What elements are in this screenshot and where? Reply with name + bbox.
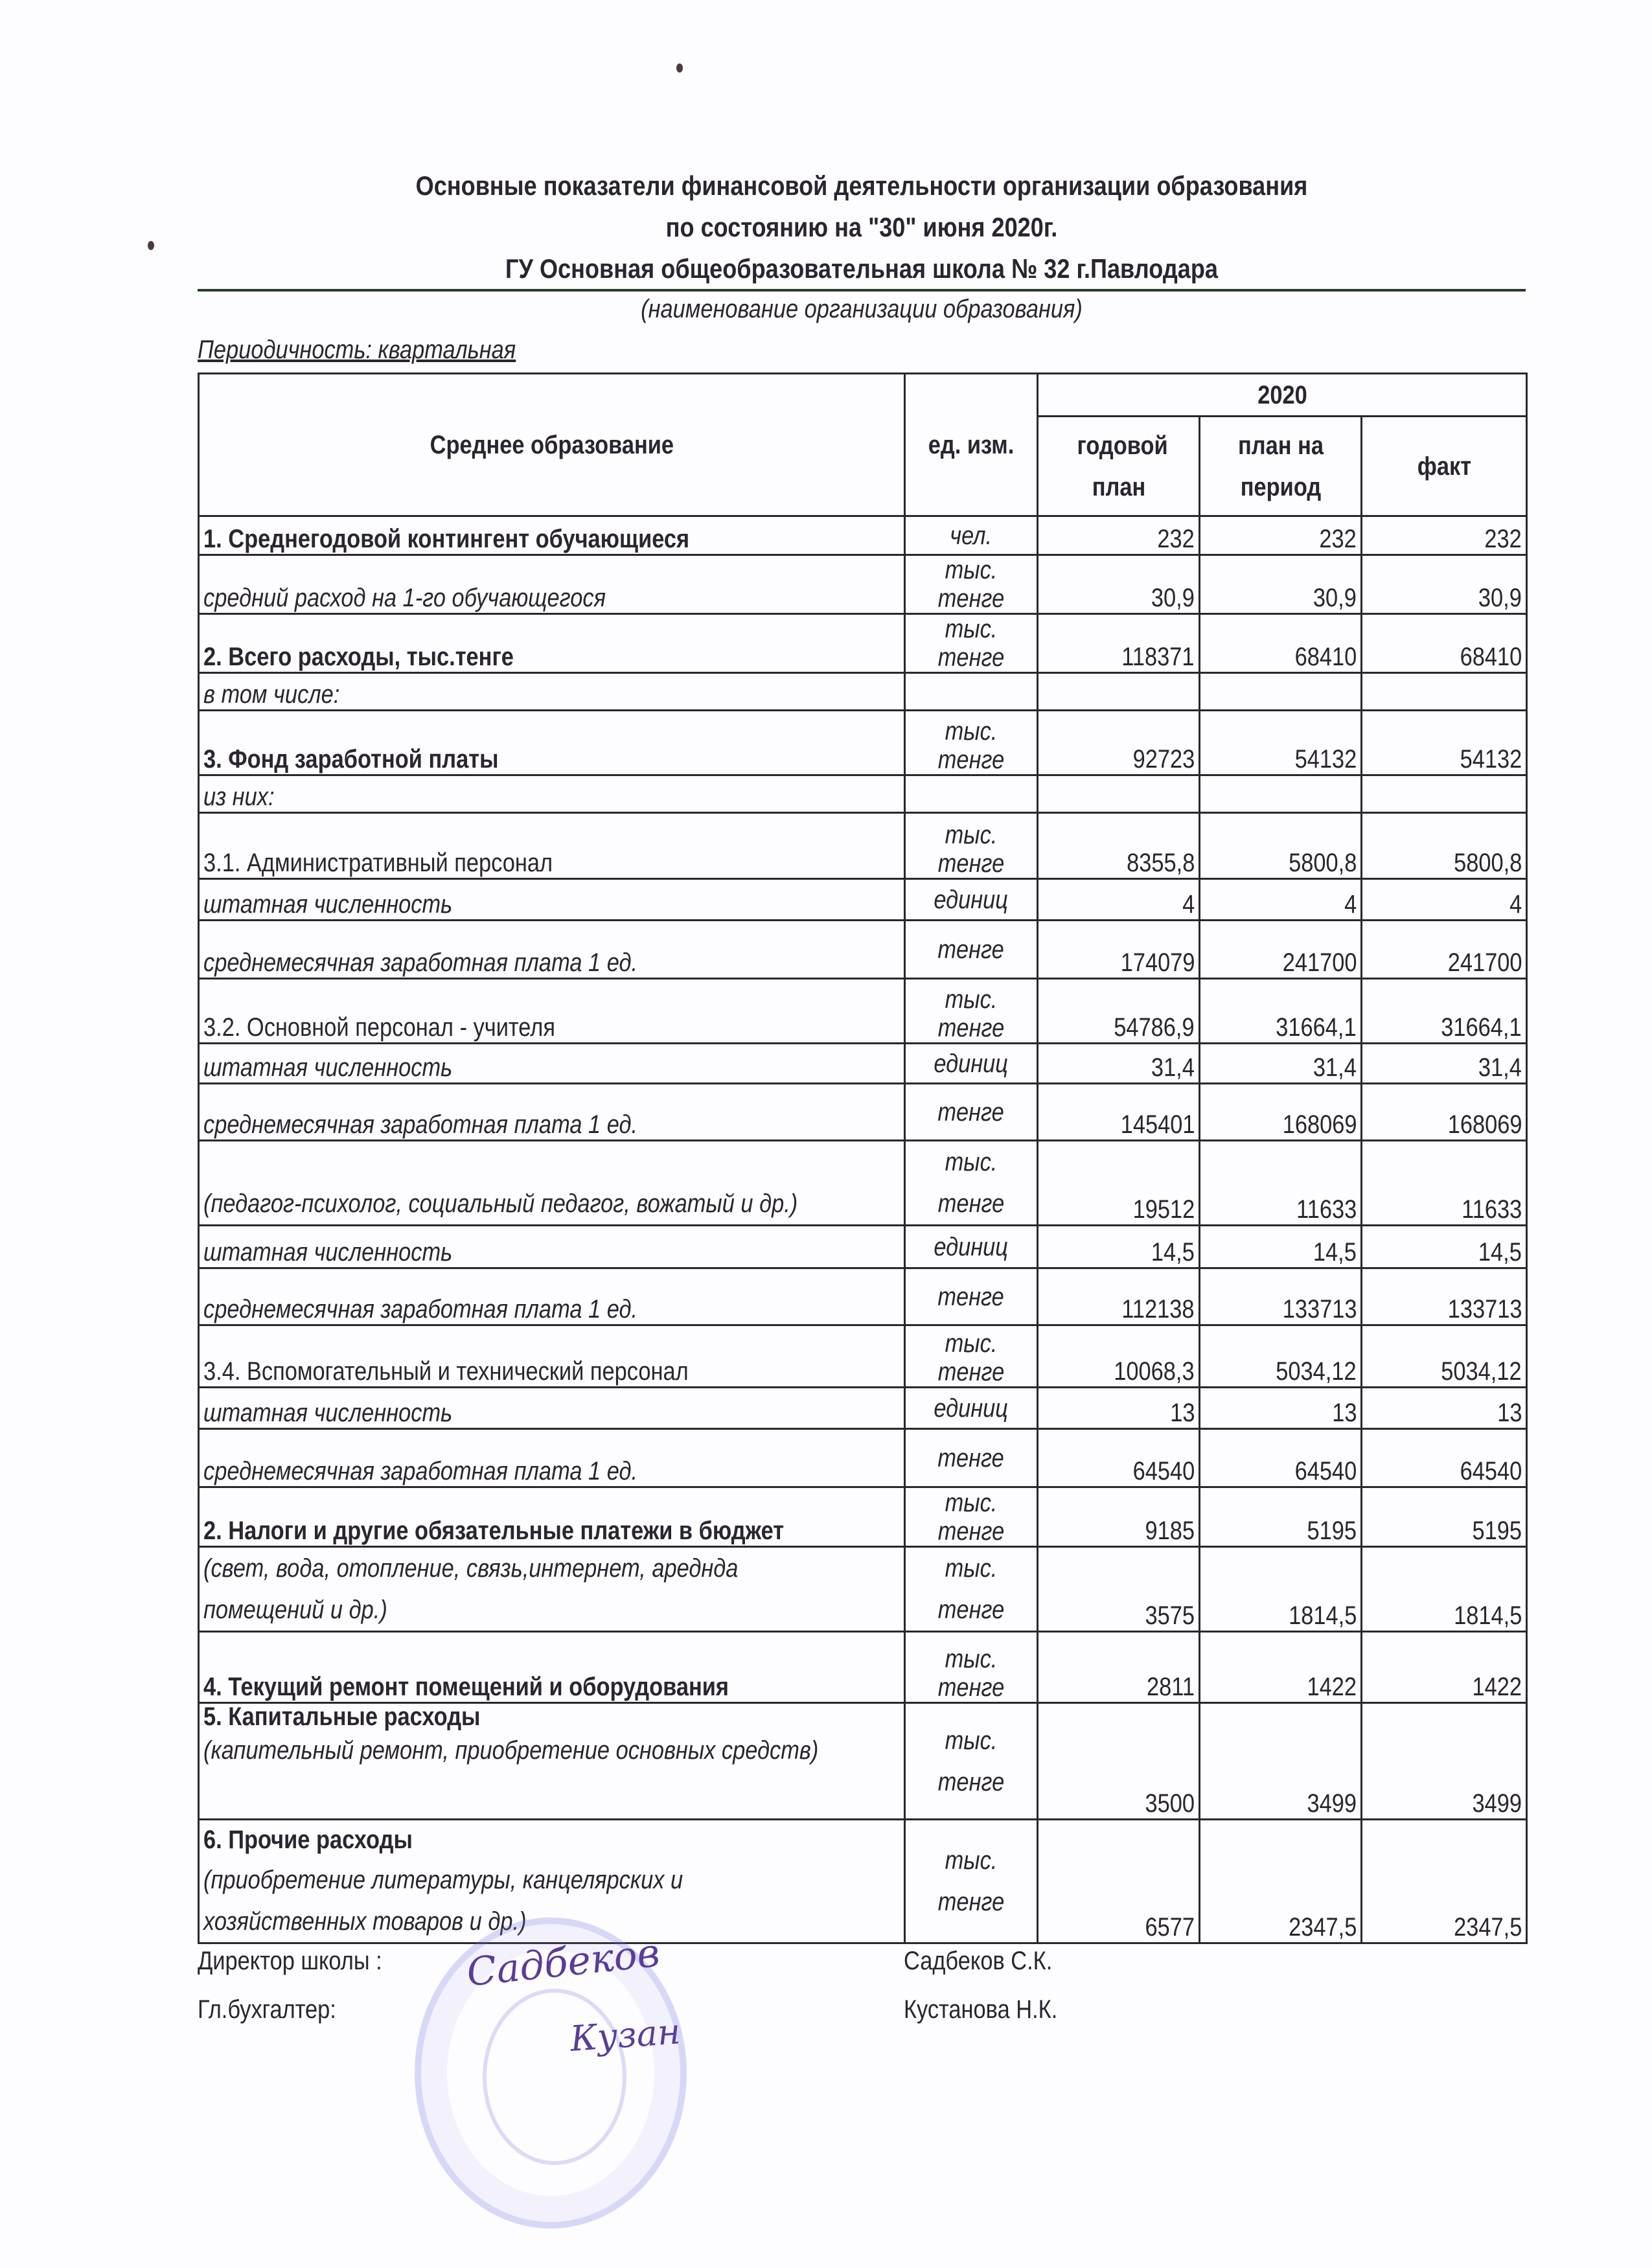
cell-period-plan: 1814,5 (1200, 1547, 1362, 1632)
table-row (199, 1226, 1527, 1268)
row-label: 3.1. Административный персонал (199, 813, 905, 879)
table-row (199, 879, 1527, 921)
cell-annual-plan: 92723 (1038, 711, 1200, 775)
table-row (199, 516, 1527, 555)
cell-period-plan (1200, 775, 1362, 813)
accountant-signature: Кузан (569, 2011, 682, 2059)
table-row (199, 1084, 1527, 1141)
scan-speck (676, 63, 683, 73)
stamp-emblem (483, 1989, 626, 2165)
cell-period-plan: 31664,1 (1200, 979, 1362, 1044)
cell-annual-plan: 118371 (1038, 614, 1200, 673)
cell-fact: 5800,8 (1362, 813, 1527, 879)
table-row (199, 614, 1527, 673)
table-row (199, 1547, 1527, 1632)
table-row (199, 1268, 1527, 1325)
cell-period-plan: 5800,8 (1200, 813, 1362, 879)
cell-period-plan: 168069 (1200, 1084, 1362, 1141)
financial-indicators-table (198, 372, 1528, 1944)
row-unit: единиц (905, 879, 1038, 921)
cell-fact (1362, 775, 1527, 813)
row-label: среднемесячная заработная плата 1 ед. (199, 1429, 905, 1487)
table-row (199, 555, 1527, 614)
cell-period-plan: 68410 (1200, 614, 1362, 673)
cell-annual-plan: 54786,9 (1038, 979, 1200, 1044)
cell-period-plan: 241700 (1200, 921, 1362, 979)
row-unit: тенге (905, 1429, 1038, 1487)
cell-annual-plan: 10068,3 (1038, 1325, 1200, 1388)
title-line-1: Основные показатели финансовой деятельности организации образования (415, 170, 1308, 201)
cell-annual-plan: 6577 (1038, 1820, 1200, 1943)
cell-annual-plan: 4 (1038, 879, 1200, 921)
cell-fact (1362, 673, 1527, 711)
row-label: 2. Налоги и другие обязательные платежи в бюджет (199, 1487, 905, 1547)
cell-fact: 168069 (1362, 1084, 1527, 1141)
table-row (199, 1141, 1527, 1226)
cell-annual-plan (1038, 673, 1200, 711)
table-row (199, 775, 1527, 813)
row-unit: тыс. тенге (905, 1547, 1038, 1632)
cell-period-plan: 3499 (1200, 1703, 1362, 1820)
organization-name: ГУ Основная общеобразовательная школа № 32 г.Павлодара (505, 253, 1218, 284)
row-unit: тыс. тенге (905, 1820, 1038, 1943)
cell-fact: 3499 (1362, 1703, 1527, 1820)
cell-period-plan: 30,9 (1200, 555, 1362, 614)
row-label: в том числе: (199, 673, 905, 711)
row-unit: тыс. тенге (905, 614, 1038, 673)
row-unit: тыс. тенге (905, 1703, 1038, 1820)
row-label: средний расход на 1-го обучающегося (199, 555, 905, 614)
row-label: (педагог-психолог, социальный педагог, вожатый и др.) (199, 1141, 905, 1226)
table-row (199, 673, 1527, 711)
row-label: из них: (199, 775, 905, 813)
row-unit: тыс. тенге (905, 555, 1038, 614)
document-title (194, 165, 1529, 290)
title-line-date: по состоянию на "30" июня 2020г. (665, 212, 1058, 242)
cell-fact: 30,9 (1362, 555, 1527, 614)
organization-underline (198, 289, 1526, 292)
table-row (199, 1487, 1527, 1547)
cell-annual-plan: 3575 (1038, 1547, 1200, 1632)
header-annual-plan: годовой план (1038, 417, 1200, 516)
cell-annual-plan: 9185 (1038, 1487, 1200, 1547)
accountant-name: Кустанова Н.К. (904, 1995, 1058, 2024)
cell-fact: 68410 (1362, 614, 1527, 673)
row-unit (905, 775, 1038, 813)
row-label: среднемесячная заработная плата 1 ед. (199, 921, 905, 979)
row-label: 3.2. Основной персонал - учителя (199, 979, 905, 1044)
row-label: 1. Среднегодовой контингент обучающиеся (199, 516, 905, 555)
row-label: штатная численность (199, 1226, 905, 1268)
cell-annual-plan: 2811 (1038, 1632, 1200, 1703)
table-row (199, 711, 1527, 775)
cell-fact: 232 (1362, 516, 1527, 555)
cell-fact: 5034,12 (1362, 1325, 1527, 1388)
cell-period-plan: 31,4 (1200, 1044, 1362, 1084)
header-name: Среднее образование (199, 374, 905, 516)
row-unit: тыс. тенге (905, 1487, 1038, 1547)
cell-period-plan: 54132 (1200, 711, 1362, 775)
row-unit: чел. (905, 516, 1038, 555)
cell-annual-plan: 232 (1038, 516, 1200, 555)
table-row (199, 1703, 1527, 1820)
cell-fact: 1422 (1362, 1632, 1527, 1703)
cell-period-plan (1200, 673, 1362, 711)
row-unit: тыс. тенге (905, 813, 1038, 879)
row-label: 4. Текущий ремонт помещений и оборудования (199, 1632, 905, 1703)
row-unit: тыс. тенге (905, 1141, 1038, 1226)
cell-period-plan: 14,5 (1200, 1226, 1362, 1268)
row-label: 5. Капитальные расходы (капительный ремонт, приобретение основных средств) (199, 1703, 905, 1820)
header-year: 2020 (1038, 374, 1527, 417)
cell-fact: 31664,1 (1362, 979, 1527, 1044)
table-row (199, 1429, 1527, 1487)
row-label: среднемесячная заработная плата 1 ед. (199, 1084, 905, 1141)
cell-period-plan: 232 (1200, 516, 1362, 555)
header-unit: ед. изм. (905, 374, 1038, 516)
director-label: Директор школы : (198, 1947, 382, 1975)
table-header-row (199, 374, 1527, 417)
cell-period-plan: 2347,5 (1200, 1820, 1362, 1943)
row-label: 6. Прочие расходы (приобретение литературы, канцелярских и хозяйственных товаров и др.) (199, 1820, 905, 1943)
cell-period-plan: 13 (1200, 1388, 1362, 1429)
table-row (199, 1388, 1527, 1429)
cell-fact: 31,4 (1362, 1044, 1527, 1084)
row-unit: тыс. тенге (905, 1325, 1038, 1388)
table-row (199, 1044, 1527, 1084)
cell-fact: 14,5 (1362, 1226, 1527, 1268)
cell-annual-plan: 64540 (1038, 1429, 1200, 1487)
row-unit: единиц (905, 1044, 1038, 1084)
row-label: 3. Фонд заработной платы (199, 711, 905, 775)
cell-annual-plan: 112138 (1038, 1268, 1200, 1325)
cell-annual-plan: 19512 (1038, 1141, 1200, 1226)
cell-fact: 54132 (1362, 711, 1527, 775)
cell-fact: 11633 (1362, 1141, 1527, 1226)
director-name: Садбеков С.К. (904, 1947, 1053, 1975)
cell-annual-plan: 3500 (1038, 1703, 1200, 1820)
row-label: (свет, вода, отопление, связь,интернет, ареднда помещений и др.) (199, 1547, 905, 1632)
cell-period-plan: 11633 (1200, 1141, 1362, 1226)
table-row (199, 921, 1527, 979)
row-label: среднемесячная заработная плата 1 ед. (199, 1268, 905, 1325)
header-period-plan: план на период (1200, 417, 1362, 516)
row-unit: единиц (905, 1388, 1038, 1429)
row-unit: тыс. тенге (905, 1632, 1038, 1703)
row-unit: тыс. тенге (905, 711, 1038, 775)
cell-fact: 64540 (1362, 1429, 1527, 1487)
row-label: 3.4. Вспомогательный и технический персонал (199, 1325, 905, 1388)
cell-period-plan: 64540 (1200, 1429, 1362, 1487)
cell-period-plan: 5034,12 (1200, 1325, 1362, 1388)
cell-annual-plan (1038, 775, 1200, 813)
cell-fact: 2347,5 (1362, 1820, 1527, 1943)
table-row (199, 1632, 1527, 1703)
scan-speck (148, 241, 154, 250)
row-label: штатная численность (199, 1044, 905, 1084)
cell-period-plan: 133713 (1200, 1268, 1362, 1325)
cell-annual-plan: 174079 (1038, 921, 1200, 979)
organization-caption: (наименование организации образования) (641, 295, 1083, 323)
header-fact: факт (1362, 417, 1527, 516)
cell-fact: 241700 (1362, 921, 1527, 979)
table-row (199, 813, 1527, 879)
cell-fact: 1814,5 (1362, 1547, 1527, 1632)
periodicity-label: Периодичность: квартальная (198, 336, 516, 364)
cell-annual-plan: 8355,8 (1038, 813, 1200, 879)
table-row (199, 1820, 1527, 1943)
cell-annual-plan: 31,4 (1038, 1044, 1200, 1084)
accountant-label: Гл.бухгалтер: (198, 1995, 336, 2024)
table-row (199, 1325, 1527, 1388)
row-unit: тенге (905, 921, 1038, 979)
row-label: штатная численность (199, 879, 905, 921)
row-unit: тенге (905, 1268, 1038, 1325)
cell-period-plan: 5195 (1200, 1487, 1362, 1547)
cell-fact: 133713 (1362, 1268, 1527, 1325)
director-signature: Садбеков (465, 1930, 662, 1996)
cell-annual-plan: 30,9 (1038, 555, 1200, 614)
row-unit: тыс. тенге (905, 979, 1038, 1044)
cell-annual-plan: 14,5 (1038, 1226, 1200, 1268)
cell-annual-plan: 13 (1038, 1388, 1200, 1429)
row-label: 2. Всего расходы, тыс.тенге (199, 614, 905, 673)
cell-period-plan: 4 (1200, 879, 1362, 921)
cell-fact: 13 (1362, 1388, 1527, 1429)
table-row (199, 979, 1527, 1044)
row-unit: тенге (905, 1084, 1038, 1141)
cell-annual-plan: 145401 (1038, 1084, 1200, 1141)
row-unit: единиц (905, 1226, 1038, 1268)
cell-fact: 5195 (1362, 1487, 1527, 1547)
row-label: штатная численность (199, 1388, 905, 1429)
cell-period-plan: 1422 (1200, 1632, 1362, 1703)
cell-fact: 4 (1362, 879, 1527, 921)
row-unit (905, 673, 1038, 711)
